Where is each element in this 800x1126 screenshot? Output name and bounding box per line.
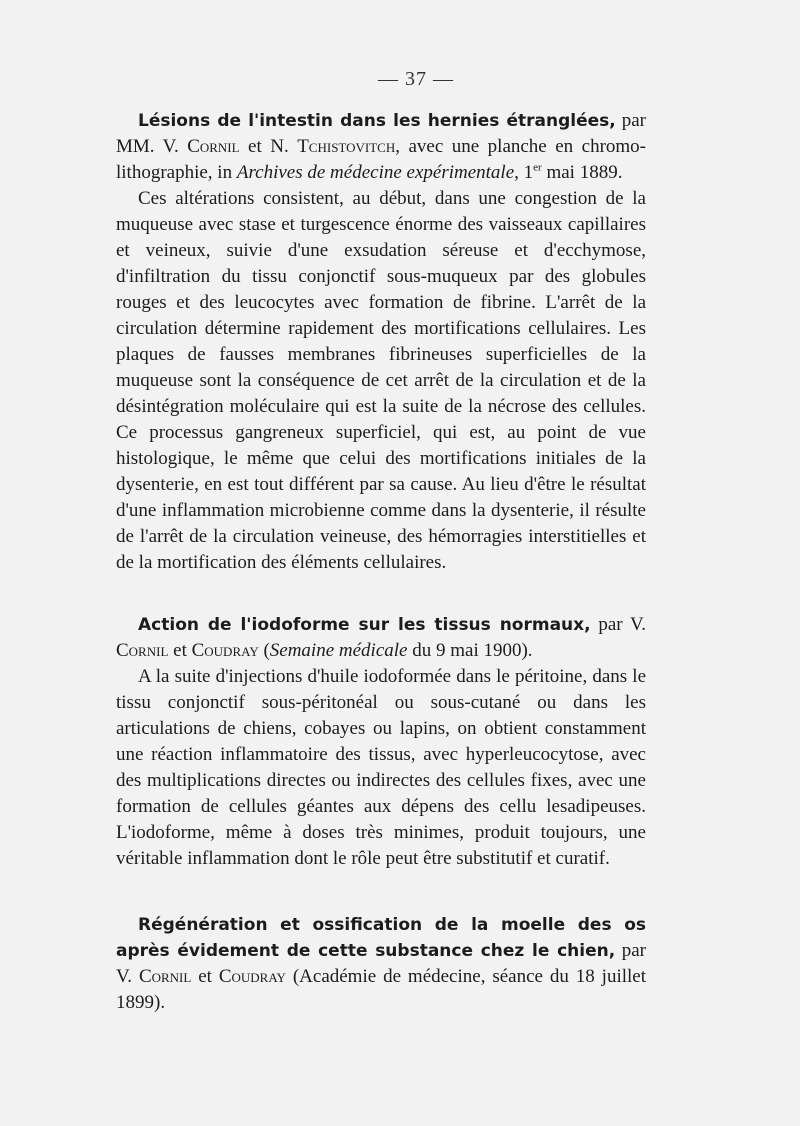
article-heading <box>116 108 646 186</box>
conjunction: et N. <box>239 136 298 157</box>
article-body: A la suite d'injections d'huile iodoformée dans le péritoine, dans le tissu conjonctif sous-péritonéal ou sous-cutané ou dans les articulations de chiens, cobayes ou lapins, on obtient constamment une réaction inflammatoire des tissus, avec hyperleucocytose, avec des multiplications directes ou indirectes des cellules fixes, avec une formation de cellules géantes aux dépens des cellu lesadipeuses. L'iodoforme, même à doses très minimes, produit toujours, une véritable inflammation dont le rôle peut être substitutif et curatif. <box>116 666 646 869</box>
citation-text: (Académie de médecine, séance du 18 juillet 1899). <box>116 966 647 1013</box>
citation-date: mai 1889. <box>541 162 623 183</box>
article-regeneration-moelle <box>116 912 646 1016</box>
citation-date-superscript: er <box>533 161 542 174</box>
by-prefix: par V. <box>590 614 646 635</box>
journal-name: Archives de médecine expérimentale, <box>236 162 519 183</box>
article-title: Lésions de l'intestin dans les hernies étranglées, <box>138 111 616 131</box>
by-prefix: par V. <box>116 940 646 987</box>
author-name: Cornil <box>116 640 169 661</box>
article-heading <box>116 912 646 1016</box>
citation-text: , avec une planche en chromo-lithographie, in <box>116 136 647 183</box>
article-body: Ces altérations consistent, au début, dans une congestion de la muqueuse avec stase et turgescence énorme des vaisseaux capillaires et veineux, suivie d'une exsudation séreuse et d'ecchymose, d'infiltration du tissu conjonctif sous-muqueux par des globules rouges et des leucocytes avec formation de fibrine. L'arrêt de la circulation détermine rapidement des mortifications cellulaires. Les plaques de fausses membranes fibrineuses superficielles de la muqueuse sont la conséquence de cet arrêt de la circulation et de la désintégration moléculaire qui est la suite de la nécrose des cellules. Ce processus gangreneux superficiel, qui est, au point de vue histologique, le même que celui des mortifications initiales de la dysenterie, en est tout différent par sa cause. Au lieu d'être le résultat d'une inflammation microbienne comme dans la dysenterie, il résulte de l'arrêt de la circulation veineuse, des hémorragies interstitielles et de la mortification des éléments cellulaires. <box>116 188 646 573</box>
author-name: Cornil <box>138 966 192 987</box>
citation-text: ( <box>258 640 270 661</box>
citation-text: du 9 mai 1900). <box>407 640 533 661</box>
by-prefix: par MM. V. <box>116 110 647 157</box>
journal-name: Semaine médicale <box>269 640 408 661</box>
article-iodoforme <box>116 612 646 872</box>
article-heading <box>116 612 646 664</box>
author-name: Coudray <box>191 640 259 661</box>
page-number: — 37 — <box>378 68 454 90</box>
citation-date: 1 <box>518 162 534 183</box>
author-name: Tchistovitch <box>297 136 396 157</box>
article-title: Régénération et ossification de la moelle des os après évidement de cette substance chez le chien, <box>116 915 646 961</box>
author-name: Cornil <box>187 136 240 157</box>
article-title: Action de l'iodoforme sur les tissus normaux, <box>138 615 591 635</box>
author-name: Coudray <box>218 966 286 987</box>
page-content <box>116 108 646 1052</box>
conjunction: et <box>191 966 219 987</box>
conjunction: et <box>168 640 192 661</box>
article-lesions-intestin <box>116 108 646 576</box>
